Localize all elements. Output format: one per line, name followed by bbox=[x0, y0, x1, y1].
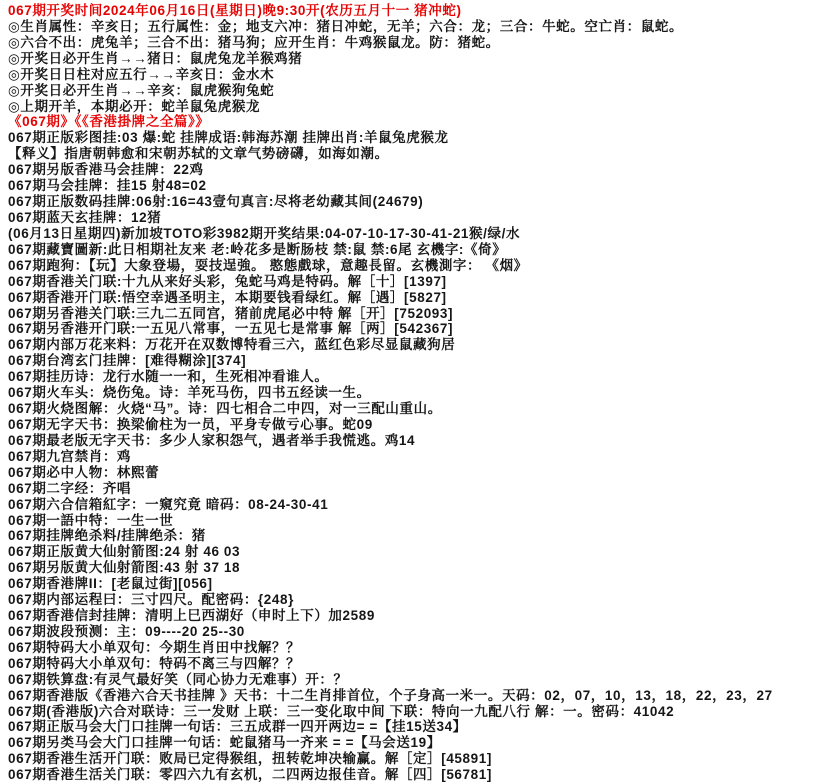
caitu-gua-line: 067期正版彩图挂:03 爆:蛇 挂牌成语:韩海苏潮 挂牌出肖:羊鼠兔虎猴龙 bbox=[8, 130, 449, 146]
liuhe-exclusions-line: ◎六合不出：虎兔羊；三合不出：猪马狗；应开生肖：牛鸡猴鼠龙。防：猪蛇。 bbox=[8, 34, 500, 50]
oldest-wuzi-tianshu-line: 067期最老版无字天书：多少人家积怨气，遇者举手我慌逃。鸡14 bbox=[8, 432, 416, 448]
guapai-juesha-line: 067期挂牌绝杀料/挂牌绝杀：猪 bbox=[8, 528, 206, 544]
hk-opening-couplet-line: 067期香港开门联:悟空幸遇圣明主，本期要钱看绿红。解［遇］[5827] bbox=[8, 289, 447, 305]
mahui-guapai-line: 067期马会挂牌：挂15 射48=02 bbox=[8, 178, 207, 194]
taiwan-xuanmen-guapai-line: 067期台湾玄门挂牌：[难得糊涂][374] bbox=[8, 353, 247, 369]
zhengban-mahui-damenkou-line: 067期正版马会大门口挂牌一句话：三五成群一四开两边= =【挂15送34】 bbox=[8, 719, 467, 735]
erzijing-line: 067期二字经：齐唱 bbox=[8, 480, 132, 496]
cangbaotu-line: 067期藏寶圖新:此日相期社友来 老:岭花多是断肠枝 禁:鼠 禁:6尾 玄機字:《倚》 bbox=[8, 241, 507, 257]
hk-xinfeng-guapai-line: 067期香港信封挂牌：清明上巳西湖好（申时上下）加2589 bbox=[8, 608, 375, 624]
shiyi-explanation-line: 【释义】指唐朝韩愈和宋朝苏轼的文章气势磅礴，如海如潮。 bbox=[8, 146, 389, 162]
must-open-zodiac-pig-line: ◎开奖日必开生肖→→猪日：鼠虎兔龙羊猴鸡猪 bbox=[8, 50, 303, 66]
neibu-wanhua-line: 067期内部万花来料：万花开在双数博特看三六，蓝红色彩尽显鼠藏狗居 bbox=[8, 337, 456, 353]
lantian-guapai-line: 067期蓝天玄挂牌：12猪 bbox=[8, 209, 162, 225]
neibu-yuncheng-line: 067期内部运程曰：三寸四尺。配密码：{248} bbox=[8, 592, 294, 608]
liuhe-xinxiang-hongzi-line: 067期六合信箱紅字：一窺究竟 暗码：08-24-30-41 bbox=[8, 496, 329, 512]
huoshao-tujie-line: 067期火烧图解：火烧“马”。诗：四七相合二中四，对一三配山重山。 bbox=[8, 401, 442, 417]
paogou-line: 067期跑狗：【玩】大象登場，耍技逞強。 憨態戲球，意趣長留。玄機測字： 《烟》 bbox=[8, 257, 528, 273]
five-elements-line: ◎开奖日日柱对应五行→→辛亥日：金水木 bbox=[8, 66, 275, 82]
alt-hk-opening-couplet-line: 067期另香港开门联:一五见八常事，一五见七是常事 解［两］[542367] bbox=[8, 321, 454, 337]
last-period-result-line: ◎上期开羊，本期必开：蛇羊鼠兔虎猴龙 bbox=[8, 98, 261, 114]
guapai-section-header: 《067期》《《香港掛牌之全篇》》 bbox=[8, 114, 210, 130]
hk-shenghuo-closing-line: 067期香港生活关门联：零四六九有玄机，二四两边报佳音。解［四］[56781] bbox=[8, 767, 492, 783]
liuhe-duilian-poem-line: 067期(香港版)六合对联诗：三一发财 上联：三一变化取中间 下联：特向一九配八行 解：一。密码：41042 bbox=[8, 703, 675, 719]
lingban-hk-mahui-guapai-line: 067期另版香港马会挂牌：22鸡 bbox=[8, 162, 204, 178]
hk-closing-couplet-line: 067期香港关门联:十九从来好头彩，兔蛇马鸡是特码。解［十］[1397] bbox=[8, 273, 447, 289]
hk-pai-line: 067期香港牌II：[老鼠过街][056] bbox=[8, 576, 213, 592]
must-open-zodiac-xinhai-line: ◎开奖日必开生肖→→辛亥：鼠虎猴狗兔蛇 bbox=[8, 82, 275, 98]
zodiac-attributes-line: ◎生肖属性：辛亥日；五行属性：金；地支六冲：猪日冲蛇，无羊；六合：龙；三合：牛蛇。空亡肖：鼠蛇。 bbox=[8, 18, 684, 34]
huochetou-line: 067期火车头：烧伤兔。诗：羊死马伤，四书五经读一生。 bbox=[8, 385, 371, 401]
wuzi-tianshu-line: 067期无字天书：换梁偷柱为一员，平身专做亏心事。蛇09 bbox=[8, 416, 373, 432]
lingban-huangdaxian-line: 067期另版黄大仙射箭图:43 射 37 18 bbox=[8, 560, 241, 576]
boduan-yuce-line: 067期波段预测：主：09----20 25--30 bbox=[8, 623, 245, 639]
shuma-guapai-line: 067期正版数码挂牌:06射:16=43壹句真言:尽将老幼藏其间(24679) bbox=[8, 194, 424, 210]
guali-poem-line: 067期挂历诗：龙行水随一一和，生死相冲看谁人。 bbox=[8, 369, 329, 385]
jiugong-jinxiao-line: 067期九宫禁肖：鸡 bbox=[8, 448, 132, 464]
hk-shenghuo-opening-line: 067期香港生活开门联：败局已定得猴组，扭转乾坤决输赢。解［定］[45891] bbox=[8, 751, 492, 767]
linglei-mahui-damenkou-line: 067期另类马会大门口挂牌一句话：蛇鼠猪马一齐来 = =【马会送19】 bbox=[8, 735, 441, 751]
hk-tianshu-guapai-line: 067期香港版《香港六合天书挂牌 》天书：十二生肖排首位，个子身高一米一。天码：02，07，10，13，18，22，23，27 bbox=[8, 687, 773, 703]
tema-daxiao-line-1: 067期特码大小单双句：今期生肖田中找解？？ bbox=[8, 639, 301, 655]
tiesuanpan-line: 067期铁算盘:有灵气最好笑（同心协力无难事）开：？ bbox=[8, 671, 348, 687]
tema-daxiao-line-2: 067期特码大小单双句：特码不离三与四解？？ bbox=[8, 655, 301, 671]
yiyu-zhongte-line: 067期一語中特：一生一世 bbox=[8, 512, 174, 528]
alt-hk-closing-couplet-line: 067期另香港关门联:三九二五同宫，猪前虎尾必中特 解［开］[752093] bbox=[8, 305, 454, 321]
toto-results-line: (06月13日星期四)新加坡TOTO彩3982期开奖结果:04-07-10-17-30-41-21猴/绿/水 bbox=[8, 225, 521, 241]
draw-time-header: 067期开奖时间2024年06月16日(星期日)晚9:30开(农历五月十一 猪冲蛇) bbox=[8, 3, 462, 18]
bizhong-renwu-line: 067期必中人物：林熙蕾 bbox=[8, 464, 160, 480]
zhengban-huangdaxian-line: 067期正版黄大仙射箭图:24 射 46 03 bbox=[8, 544, 241, 560]
